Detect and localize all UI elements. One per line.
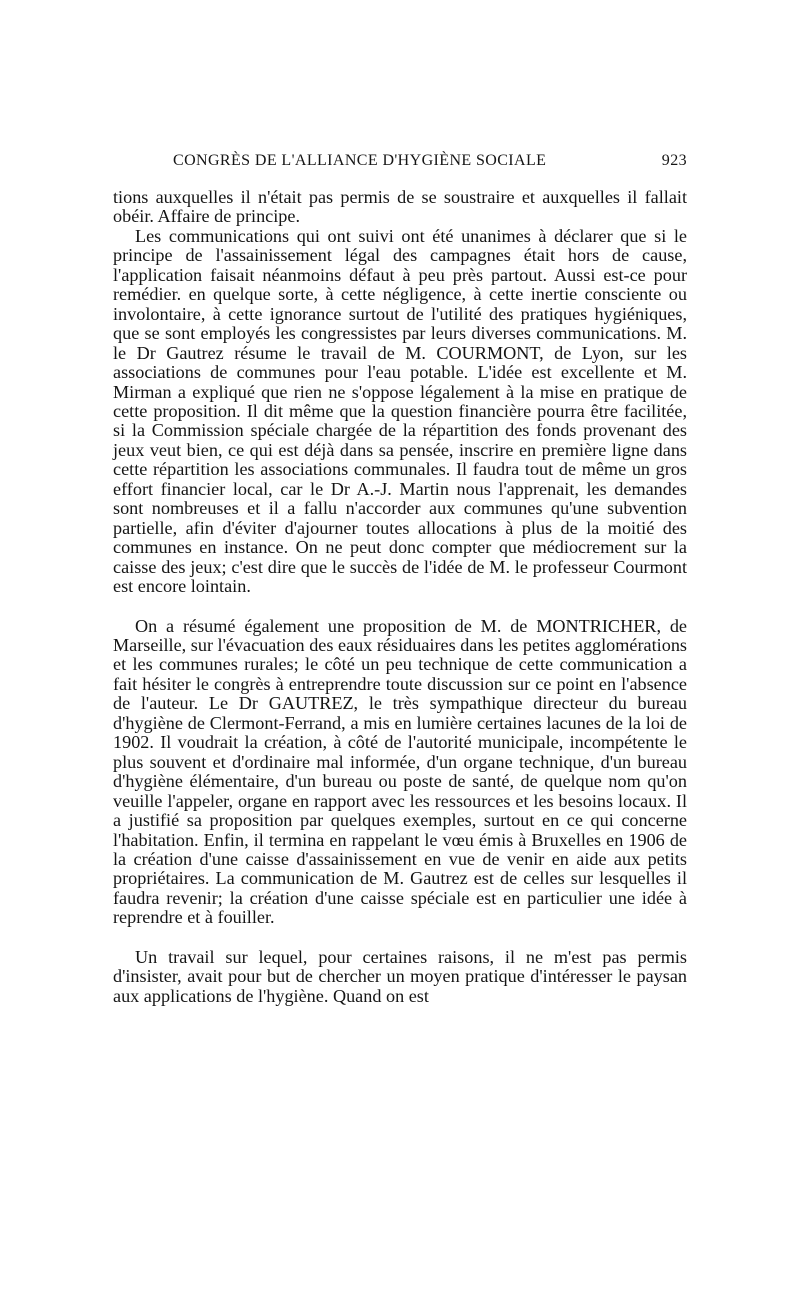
paragraph-travail (113, 948, 687, 1006)
paragraph-text: Un travail sur lequel, pour certaines raisons, il ne m'est pas permis d'insister, avait pour but de chercher un moyen pratique d'intéresser le paysan aux applications de l'hygiène. Quand on est (113, 946, 687, 1006)
paragraph-communications (113, 227, 687, 597)
paragraph-montricher (113, 617, 687, 928)
running-title: CONGRÈS DE L'ALLIANCE D'HYGIÈNE SOCIALE (173, 152, 547, 169)
paragraph-text: On a résumé également une proposition de M. de MONTRICHER, de Marseille, sur l'évacuation des eaux résiduaires dans les petites agglomérations et les communes rurales; le côté un peu technique de cette communication a fait hésiter le congrès à entreprendre toute discussion sur ce point en l'absence de l'auteur. Le Dr GAUTREZ, le très sympathique directeur du bureau d'hygiène de Clermont-Ferrand, a mis en lumière certaines lacunes de la loi de 1902. Il voudrait la création, à côté de l'autorité municipale, incompétente le plus souvent et d'ordinaire mal informée, d'un organe technique, d'un bureau d'hygiène élémentaire, d'un bureau ou poste de santé, de quelque nom qu'on veuille l'appeler, organe en rapport avec les ressources et les besoins locaux. Il a justifié sa proposition par quelques exemples, surtout en ce qui concerne l'habitation. Enfin, il termina en rappelant le vœu émis à Bruxelles en 1906 de la création d'une caisse d'assainissement en vue de venir en aide aux petits propriétaires. La communication de M. Gautrez est de celles sur lesquelles il faudra revenir; la création d'une caisse spéciale est en particulier une idée à reprendre et à fouiller. (113, 615, 687, 928)
document-page (113, 152, 687, 1006)
page-number: 923 (661, 152, 687, 169)
paragraph-gap (113, 928, 687, 948)
paragraph-text: Les communications qui ont suivi ont été unanimes à déclarer que si le principe de l'assainissement légal des campagnes était hors de cause, l'application faisait néanmoins défaut à peu près partout. Aussi est-ce pour remédier. en quelque sorte, à cette négligence, à cette inertie consciente ou involontaire, à cette ignorance surtout de l'utilité des pratiques hygiéniques, que se sont employés les congressistes par leurs diverses communications. M. le Dr Gautrez résume le travail de M. COURMONT, de Lyon, sur les associations de communes pour l'eau potable. L'idée est excellente et M. Mirman a expliqué que rien ne s'oppose légalement à la mise en pratique de cette proposition. Il dit même que la question financière pourra être facilitée, si la Commission spéciale chargée de la répartition des fonds provenant des jeux veut bien, ce qui est déjà dans sa pensée, inscrire en première ligne dans cette répartition les associations communales. Il faudra tout de même un gros effort financier local, car le Dr A.-J. Martin nous l'apprenait, les demandes sont nombreuses et il a fallu n'accorder aux communes qu'une subvention partielle, afin d'éviter d'ajourner toutes allocations à plus de la moitié des communes en instance. On ne peut donc compter que médiocrement sur la caisse des jeux; c'est dire que le succès de l'idée de M. le professeur Courmont est encore lointain. (113, 225, 687, 597)
paragraph-gap (113, 597, 687, 617)
paragraph-continued: tions auxquelles il n'était pas permis de se soustraire et auxquelles il fallait obéir. Affaire de principe. (113, 187, 687, 227)
running-header (113, 152, 687, 176)
